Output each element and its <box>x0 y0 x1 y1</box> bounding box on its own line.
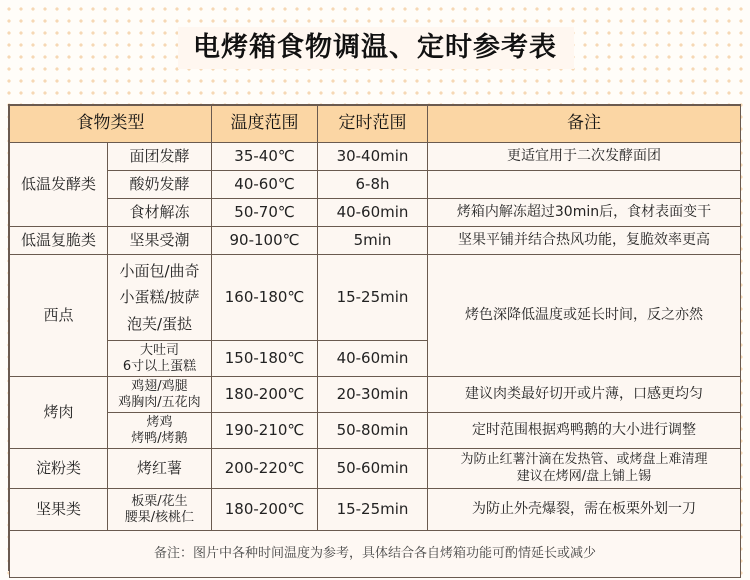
note-line: 为防止红薯汁滴在发热管、或烤盘上难清理 <box>460 452 708 468</box>
table-row <box>10 489 741 531</box>
time-cell: 15-25min <box>318 489 428 531</box>
food-line: 6寸以上蛋糕 <box>122 358 197 374</box>
temp-cell: 160-180℃ <box>212 255 318 341</box>
temp-cell: 90-100℃ <box>212 227 318 255</box>
page-title: 电烤箱食物调温、定时参考表 <box>193 32 557 63</box>
food-line: 鸡胸肉/五花肉 <box>118 394 201 410</box>
category-cell: 低温发酵类 <box>10 143 108 227</box>
time-cell: 20-30min <box>318 377 428 413</box>
temp-cell: 35-40℃ <box>212 143 318 171</box>
food-cell <box>108 489 212 531</box>
food-cell: 食材解冻 <box>108 199 212 227</box>
food-cell <box>108 341 212 377</box>
table-row <box>10 449 741 489</box>
note-cell: 建议肉类最好切开或片薄，口感更均匀 <box>428 377 741 413</box>
food-cell <box>108 413 212 449</box>
food-line: 腰果/核桃仁 <box>124 509 195 525</box>
note-line: 建议在烤网/盘上铺上锡 <box>516 468 652 484</box>
category-cell: 淀粉类 <box>10 449 108 489</box>
time-cell: 40-60min <box>318 341 428 377</box>
note-cell: 烤色深降低温度或延长时间，反之亦然 <box>428 255 741 377</box>
temp-cell: 180-200℃ <box>212 377 318 413</box>
table-row <box>10 199 741 227</box>
temp-cell: 150-180℃ <box>212 341 318 377</box>
food-line: 大吐司 <box>139 342 179 358</box>
category-cell: 坚果类 <box>10 489 108 531</box>
table-row <box>10 171 741 199</box>
table-row <box>10 413 741 449</box>
note-cell: 定时范围根据鸡鸭鹅的大小进行调整 <box>428 413 741 449</box>
header-notes: 备注 <box>428 106 741 143</box>
time-cell: 40-60min <box>318 199 428 227</box>
food-line: 烤鸭/烤鹅 <box>131 430 188 446</box>
time-cell: 15-25min <box>318 255 428 341</box>
food-line: 板栗/花生 <box>131 493 188 509</box>
category-cell: 西点 <box>10 255 108 377</box>
title-area <box>0 0 750 88</box>
time-cell: 50-60min <box>318 449 428 489</box>
food-cell <box>108 255 212 341</box>
food-cell <box>108 377 212 413</box>
note-cell: 坚果平铺并结合热风功能，复脆效率更高 <box>428 227 741 255</box>
temp-cell: 180-200℃ <box>212 489 318 531</box>
food-cell: 面团发酵 <box>108 143 212 171</box>
header-time-range: 定时范围 <box>318 106 428 143</box>
time-cell: 30-40min <box>318 143 428 171</box>
food-line: 小蛋糕/披萨 <box>119 288 200 307</box>
time-cell: 50-80min <box>318 413 428 449</box>
header-temp-range: 温度范围 <box>212 106 318 143</box>
header-food-type: 食物类型 <box>10 106 212 143</box>
header-row <box>10 106 741 143</box>
food-cell: 坚果受潮 <box>108 227 212 255</box>
food-line: 鸡翅/鸡腿 <box>131 378 188 394</box>
note-cell: 烤箱内解冻超过30min后，食材表面变干 <box>428 199 741 227</box>
food-line: 泡芙/蛋挞 <box>126 314 193 333</box>
temp-cell: 190-210℃ <box>212 413 318 449</box>
reference-table-container <box>8 104 741 571</box>
temp-cell: 40-60℃ <box>212 171 318 199</box>
category-cell: 烤肉 <box>10 377 108 449</box>
footer-row <box>10 531 741 578</box>
food-line: 烤鸡 <box>146 414 173 430</box>
table-row <box>10 227 741 255</box>
time-cell: 5min <box>318 227 428 255</box>
food-cell: 烤红薯 <box>108 449 212 489</box>
footer-note: 备注：图片中各种时间温度为参考，具体结合各自烤箱功能可酌情延长或减少 <box>10 531 741 578</box>
note-cell <box>428 449 741 489</box>
note-cell: 为防止外壳爆裂，需在板栗外划一刀 <box>428 489 741 531</box>
time-cell: 6-8h <box>318 171 428 199</box>
category-cell: 低温复脆类 <box>10 227 108 255</box>
note-cell: 更适宜用于二次发酵面团 <box>428 143 741 171</box>
table-row <box>10 377 741 413</box>
temp-cell: 50-70℃ <box>212 199 318 227</box>
food-line: 小面包/曲奇 <box>119 262 200 281</box>
reference-table <box>9 105 741 578</box>
temp-cell: 200-220℃ <box>212 449 318 489</box>
table-row <box>10 143 741 171</box>
table-row <box>10 255 741 341</box>
food-cell: 酸奶发酵 <box>108 171 212 199</box>
note-cell <box>428 171 741 199</box>
